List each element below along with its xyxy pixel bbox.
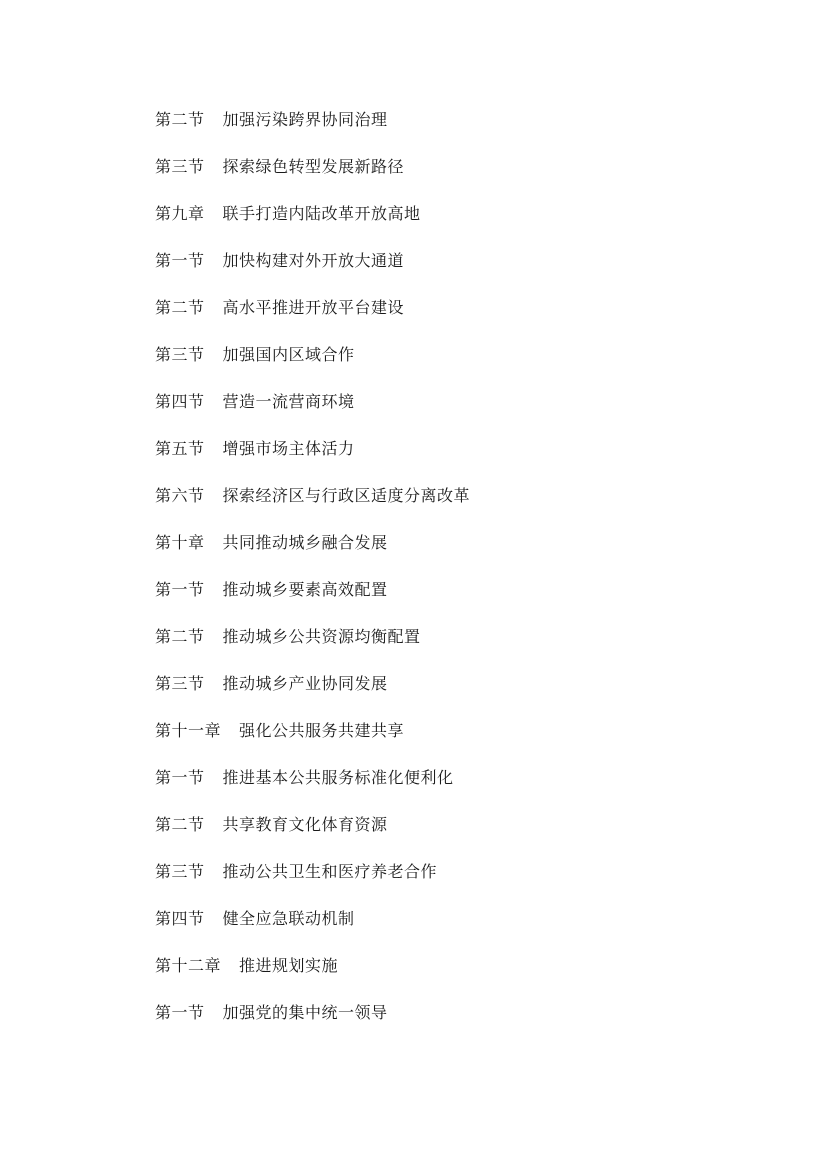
- toc-entry: [155, 530, 470, 577]
- toc-entry-title: 共享教育文化体育资源: [222, 815, 388, 834]
- toc-entry-number: 第四节: [155, 392, 205, 411]
- toc-entry: [155, 248, 470, 295]
- toc-entry: [155, 812, 470, 859]
- toc-entry-title: 联手打造内陆改革开放高地: [222, 204, 421, 223]
- toc-entry-title: 共同推动城乡融合发展: [222, 533, 388, 552]
- toc-entry-number: 第一节: [155, 1003, 205, 1022]
- toc-entry: [155, 906, 470, 953]
- toc-entry-number: 第三节: [155, 157, 205, 176]
- toc-entry-title: 推动公共卫生和医疗养老合作: [222, 862, 438, 881]
- toc-entry: [155, 624, 470, 671]
- toc-entry-title: 健全应急联动机制: [222, 909, 355, 928]
- toc-entry-title: 推进规划实施: [239, 956, 339, 975]
- toc-entry-title: 加强污染跨界协同治理: [222, 110, 388, 129]
- toc-entry-number: 第二节: [155, 110, 205, 129]
- toc-entry-number: 第五节: [155, 439, 205, 458]
- toc-entry-number: 第二节: [155, 627, 205, 646]
- toc-entry-title: 推动城乡产业协同发展: [222, 674, 388, 693]
- toc-entry-number: 第十二章: [155, 956, 222, 975]
- toc-entry-number: 第一节: [155, 580, 205, 599]
- toc-entry: [155, 953, 470, 1000]
- toc-entry-number: 第九章: [155, 204, 205, 223]
- toc-entry: [155, 342, 470, 389]
- toc-entry-title: 加强党的集中统一领导: [222, 1003, 388, 1022]
- toc-entry-number: 第一节: [155, 251, 205, 270]
- toc-entry-number: 第六节: [155, 486, 205, 505]
- toc-entry-title: 推进基本公共服务标准化便利化: [222, 768, 454, 787]
- toc-entry-title: 推动城乡要素高效配置: [222, 580, 388, 599]
- toc-entry-title: 营造一流营商环境: [222, 392, 355, 411]
- toc-entry: [155, 436, 470, 483]
- toc-entry: [155, 154, 470, 201]
- toc-entry: [155, 295, 470, 342]
- toc-entry-number: 第二节: [155, 298, 205, 317]
- toc-entry: [155, 201, 470, 248]
- toc-entry-title: 加强国内区域合作: [222, 345, 355, 364]
- toc-entry-number: 第三节: [155, 345, 205, 364]
- toc-entry-number: 第三节: [155, 862, 205, 881]
- toc-entry-number: 第十章: [155, 533, 205, 552]
- toc-entry-title: 探索经济区与行政区适度分离改革: [222, 486, 471, 505]
- toc-entry-number: 第一节: [155, 768, 205, 787]
- toc-entry-title: 加快构建对外开放大通道: [222, 251, 405, 270]
- toc-entry-number: 第十一章: [155, 721, 222, 740]
- toc-entry-number: 第三节: [155, 674, 205, 693]
- toc-entry: [155, 483, 470, 530]
- toc-entry: [155, 718, 470, 765]
- toc-entry-title: 增强市场主体活力: [222, 439, 355, 458]
- toc-entry-title: 探索绿色转型发展新路径: [222, 157, 405, 176]
- toc-entry-number: 第二节: [155, 815, 205, 834]
- toc-entry-title: 高水平推进开放平台建设: [222, 298, 405, 317]
- toc-entry: [155, 1000, 470, 1047]
- toc-entry: [155, 671, 470, 718]
- toc-entry-title: 推动城乡公共资源均衡配置: [222, 627, 421, 646]
- toc-entry: [155, 389, 470, 436]
- toc-entry: [155, 765, 470, 812]
- toc-entry-number: 第四节: [155, 909, 205, 928]
- table-of-contents: [155, 107, 470, 1047]
- toc-entry: [155, 107, 470, 154]
- toc-entry: [155, 577, 470, 624]
- toc-entry: [155, 859, 470, 906]
- toc-entry-title: 强化公共服务共建共享: [239, 721, 405, 740]
